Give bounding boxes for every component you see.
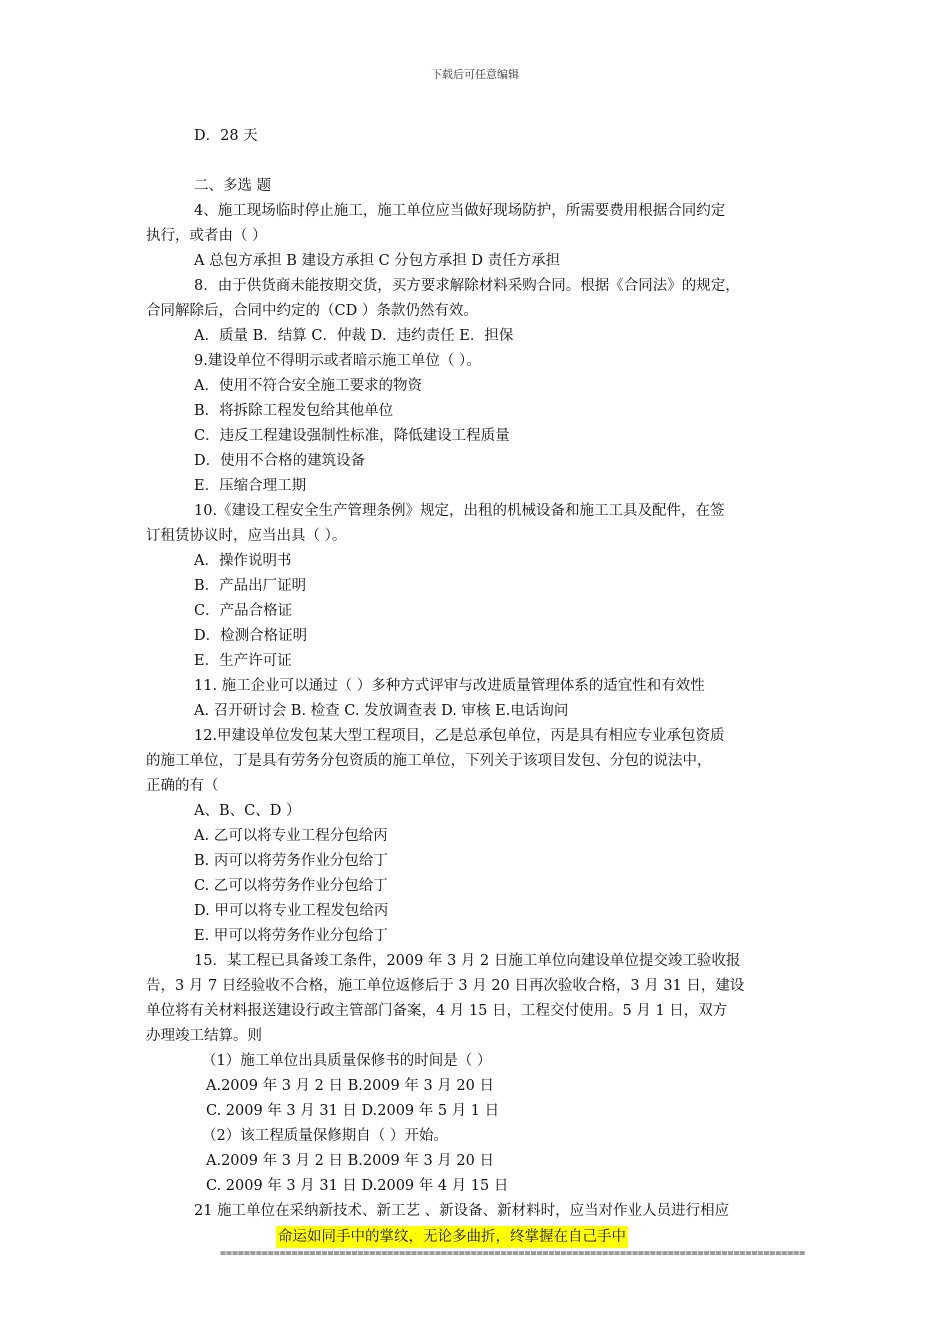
footer-divider: ================================================================================================== <box>220 1248 806 1259</box>
text-line: 11. 施工企业可以通过（ ）多种方式评审与改进质量管理体系的适宜性和有效性 <box>194 678 705 694</box>
text-line: B．将拆除工程发包给其他单位 <box>194 403 394 419</box>
text-line: 二、多选 题 <box>194 178 272 194</box>
text-line: C. 乙可以将劳务作业分包给丁 <box>194 878 388 894</box>
text-line: C．违反工程建设强制性标准，降低建设工程质量 <box>194 428 510 444</box>
text-line: A、B、C、D ） <box>194 803 301 819</box>
text-line: A. 召开研讨会 B. 检查 C. 发放调查表 D. 审核 E.电话询问 <box>194 703 569 719</box>
text-line: A 总包方承担 B 建设方承担 C 分包方承担 D 责任方承担 <box>194 253 561 269</box>
text-line: E．压缩合理工期 <box>194 478 307 494</box>
text-line: （1）施工单位出具质量保修书的时间是（ ） <box>202 1053 492 1069</box>
text-line: 4、施工现场临时停止施工，施工单位应当做好现场防护，所需要费用根据合同约定 <box>194 203 726 219</box>
text-line: 订租赁协议时，应当出具（ ）。 <box>146 528 347 544</box>
document-body <box>146 124 808 1224</box>
text-line: 执行，或者由（ ） <box>146 228 267 244</box>
text-line: A. 乙可以将专业工程分包给丙 <box>194 828 388 844</box>
text-line: 正确的有（ <box>146 778 219 794</box>
text-line: C．产品合格证 <box>194 603 293 619</box>
text-line: D. 甲可以将专业工程发包给丙 <box>194 903 389 919</box>
text-line: A．操作说明书 <box>194 553 292 569</box>
text-line: 8．由于供货商未能按期交货，买方要求解除材料采购合同。根据《合同法》的规定， <box>194 278 740 294</box>
text-line: D．检测合格证明 <box>194 628 308 644</box>
text-line: C. 2009 年 3 月 31 日 D.2009 年 4 月 15 日 <box>206 1178 509 1194</box>
text-line: A.2009 年 3 月 2 日 B.2009 年 3 月 20 日 <box>206 1153 494 1169</box>
text-line: E. 甲可以将劳务作业分包给丁 <box>194 928 388 944</box>
text-line: B. 丙可以将劳务作业分包给丁 <box>194 853 388 869</box>
page-header: 下载后可任意编辑 <box>431 68 519 81</box>
text-line: 单位将有关材料报送建设行政主管部门备案，4 月 15 日，工程交付使用。5 月 1 日，双方 <box>146 1003 728 1019</box>
text-line: 9.建设单位不得明示或者暗示施工单位（ ）。 <box>194 353 481 369</box>
text-line: 的施工单位，丁是具有劳务分包资质的施工单位，下列关于该项目发包、分包的说法中， <box>146 753 712 769</box>
text-line: E．生产许可证 <box>194 653 292 669</box>
text-line: D．使用不合格的建筑设备 <box>194 453 366 469</box>
text-line: 12.甲建设单位发包某大型工程项目，乙是总承包单位，丙是具有相应专业承包资质 <box>194 728 725 744</box>
text-line: B．产品出厂证明 <box>194 578 307 594</box>
footer-motto-highlight: 命运如同手中的掌纹，无论多曲折，终掌握在自己手中 <box>276 1226 628 1248</box>
text-line: 15．某工程已具备竣工条件，2009 年 3 月 2 日施工单位向建设单位提交竣工验收报 <box>194 953 741 969</box>
text-line: A.2009 年 3 月 2 日 B.2009 年 3 月 20 日 <box>206 1078 494 1094</box>
text-line: 合同解除后，合同中约定的（CD ）条款仍然有效。 <box>146 303 478 319</box>
text-line: A．质量 B．结算 C．仲裁 D．违约责任 E．担保 <box>194 328 514 344</box>
text-line: A．使用不符合安全施工要求的物资 <box>194 378 422 394</box>
text-line: 21 施工单位在采纳新技术、新工艺 、新设备、新材料时，应当对作业人员进行相应 <box>194 1203 730 1219</box>
text-line: 10.《建设工程安全生产管理条例》规定，出租的机械设备和施工工具及配件，在签 <box>194 503 725 519</box>
text-line: C. 2009 年 3 月 31 日 D.2009 年 5 月 1 日 <box>206 1103 500 1119</box>
text-line: D．28 天 <box>194 128 258 144</box>
text-line: 办理竣工结算。则 <box>146 1028 262 1044</box>
blank-line <box>146 149 808 174</box>
text-line: 告，3 月 7 日经验收不合格，施工单位返修后于 3 月 20 日再次验收合格，3 月 31 日，建设 <box>146 978 745 994</box>
text-line: （2）该工程质量保修期自（ ）开始。 <box>202 1128 448 1144</box>
